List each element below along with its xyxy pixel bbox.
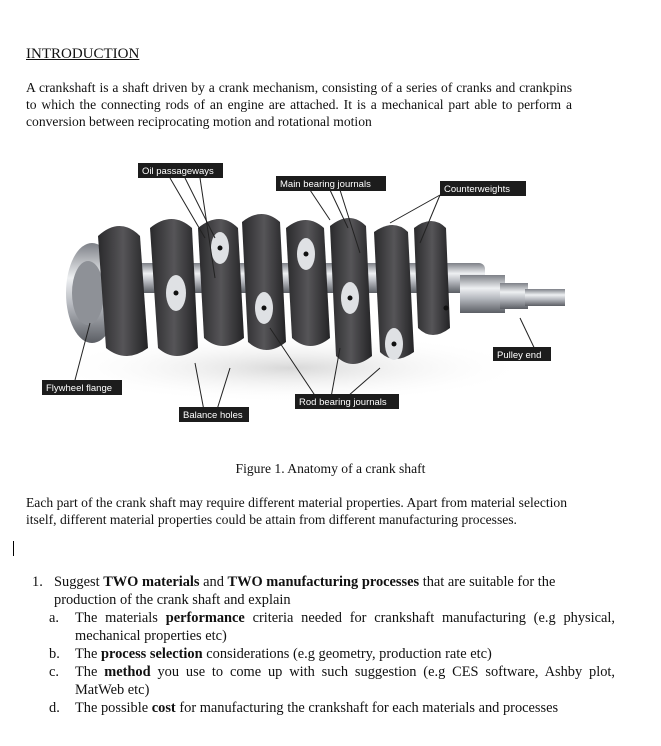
pulley-step-1 (460, 275, 505, 313)
pulley-step-2 (500, 283, 528, 309)
svg-text:Main bearing journals: Main bearing journals (280, 179, 371, 190)
svg-text:Oil passageways: Oil passageways (142, 166, 214, 177)
label-balance-holes (179, 407, 249, 422)
figure-caption: Figure 1. Anatomy of a crank shaft (235, 461, 426, 476)
sub-item-c: c. The method you use to come up with such suggestion (e.g CES software, Ashby plot, MatWeb etc) (49, 664, 615, 698)
question-1 (26, 573, 615, 717)
sub-item-a: a. The materials performance criteria needed for crankshaft manufacturing (e.g physical, mechanical properties etc) (49, 610, 615, 644)
question-text: Suggest TWO materials and TWO manufacturing processes that are suitable for the production of the crank shaft and explain (54, 574, 556, 608)
sub-item-d: d. The possible cost for manufacturing the crankshaft for each materials and processes (49, 700, 559, 716)
label-rod-bearing-journals (295, 394, 399, 409)
crankshaft-figure (30, 158, 590, 443)
text-cursor (13, 541, 14, 556)
flywheel-flange-face (72, 261, 104, 325)
intro-paragraph: A crankshaft is a shaft driven by a crank mechanism, consisting of a series of cranks and crankpins to which the connecting rods of an engine are attached. It is a mechanical part able to perform a conversion between reciprocating motion and rotational motion (26, 80, 572, 129)
label-flywheel-flange (42, 380, 122, 395)
section-heading: INTRODUCTION (26, 46, 140, 62)
label-main-bearing-journals (276, 176, 386, 191)
pulley-step-3 (525, 289, 565, 306)
svg-text:Flywheel flange: Flywheel flange (46, 383, 113, 394)
svg-text:Rod bearing journals: Rod bearing journals (299, 397, 387, 408)
svg-text:Pulley end: Pulley end (497, 350, 542, 361)
materials-paragraph: Each part of the crank shaft may require different material properties. Apart from material selection itself, different material properties could be attain from different manufacturing processes. (26, 495, 567, 527)
sub-item-b: b. The process selection considerations (e.g geometry, production rate etc) (49, 646, 492, 662)
svg-text:Balance holes: Balance holes (183, 410, 243, 421)
label-oil-passageways (138, 163, 223, 178)
label-counterweights (440, 181, 526, 196)
label-pulley-end (493, 347, 551, 361)
question-number: 1. (32, 574, 43, 590)
svg-text:Counterweights: Counterweights (444, 184, 511, 195)
